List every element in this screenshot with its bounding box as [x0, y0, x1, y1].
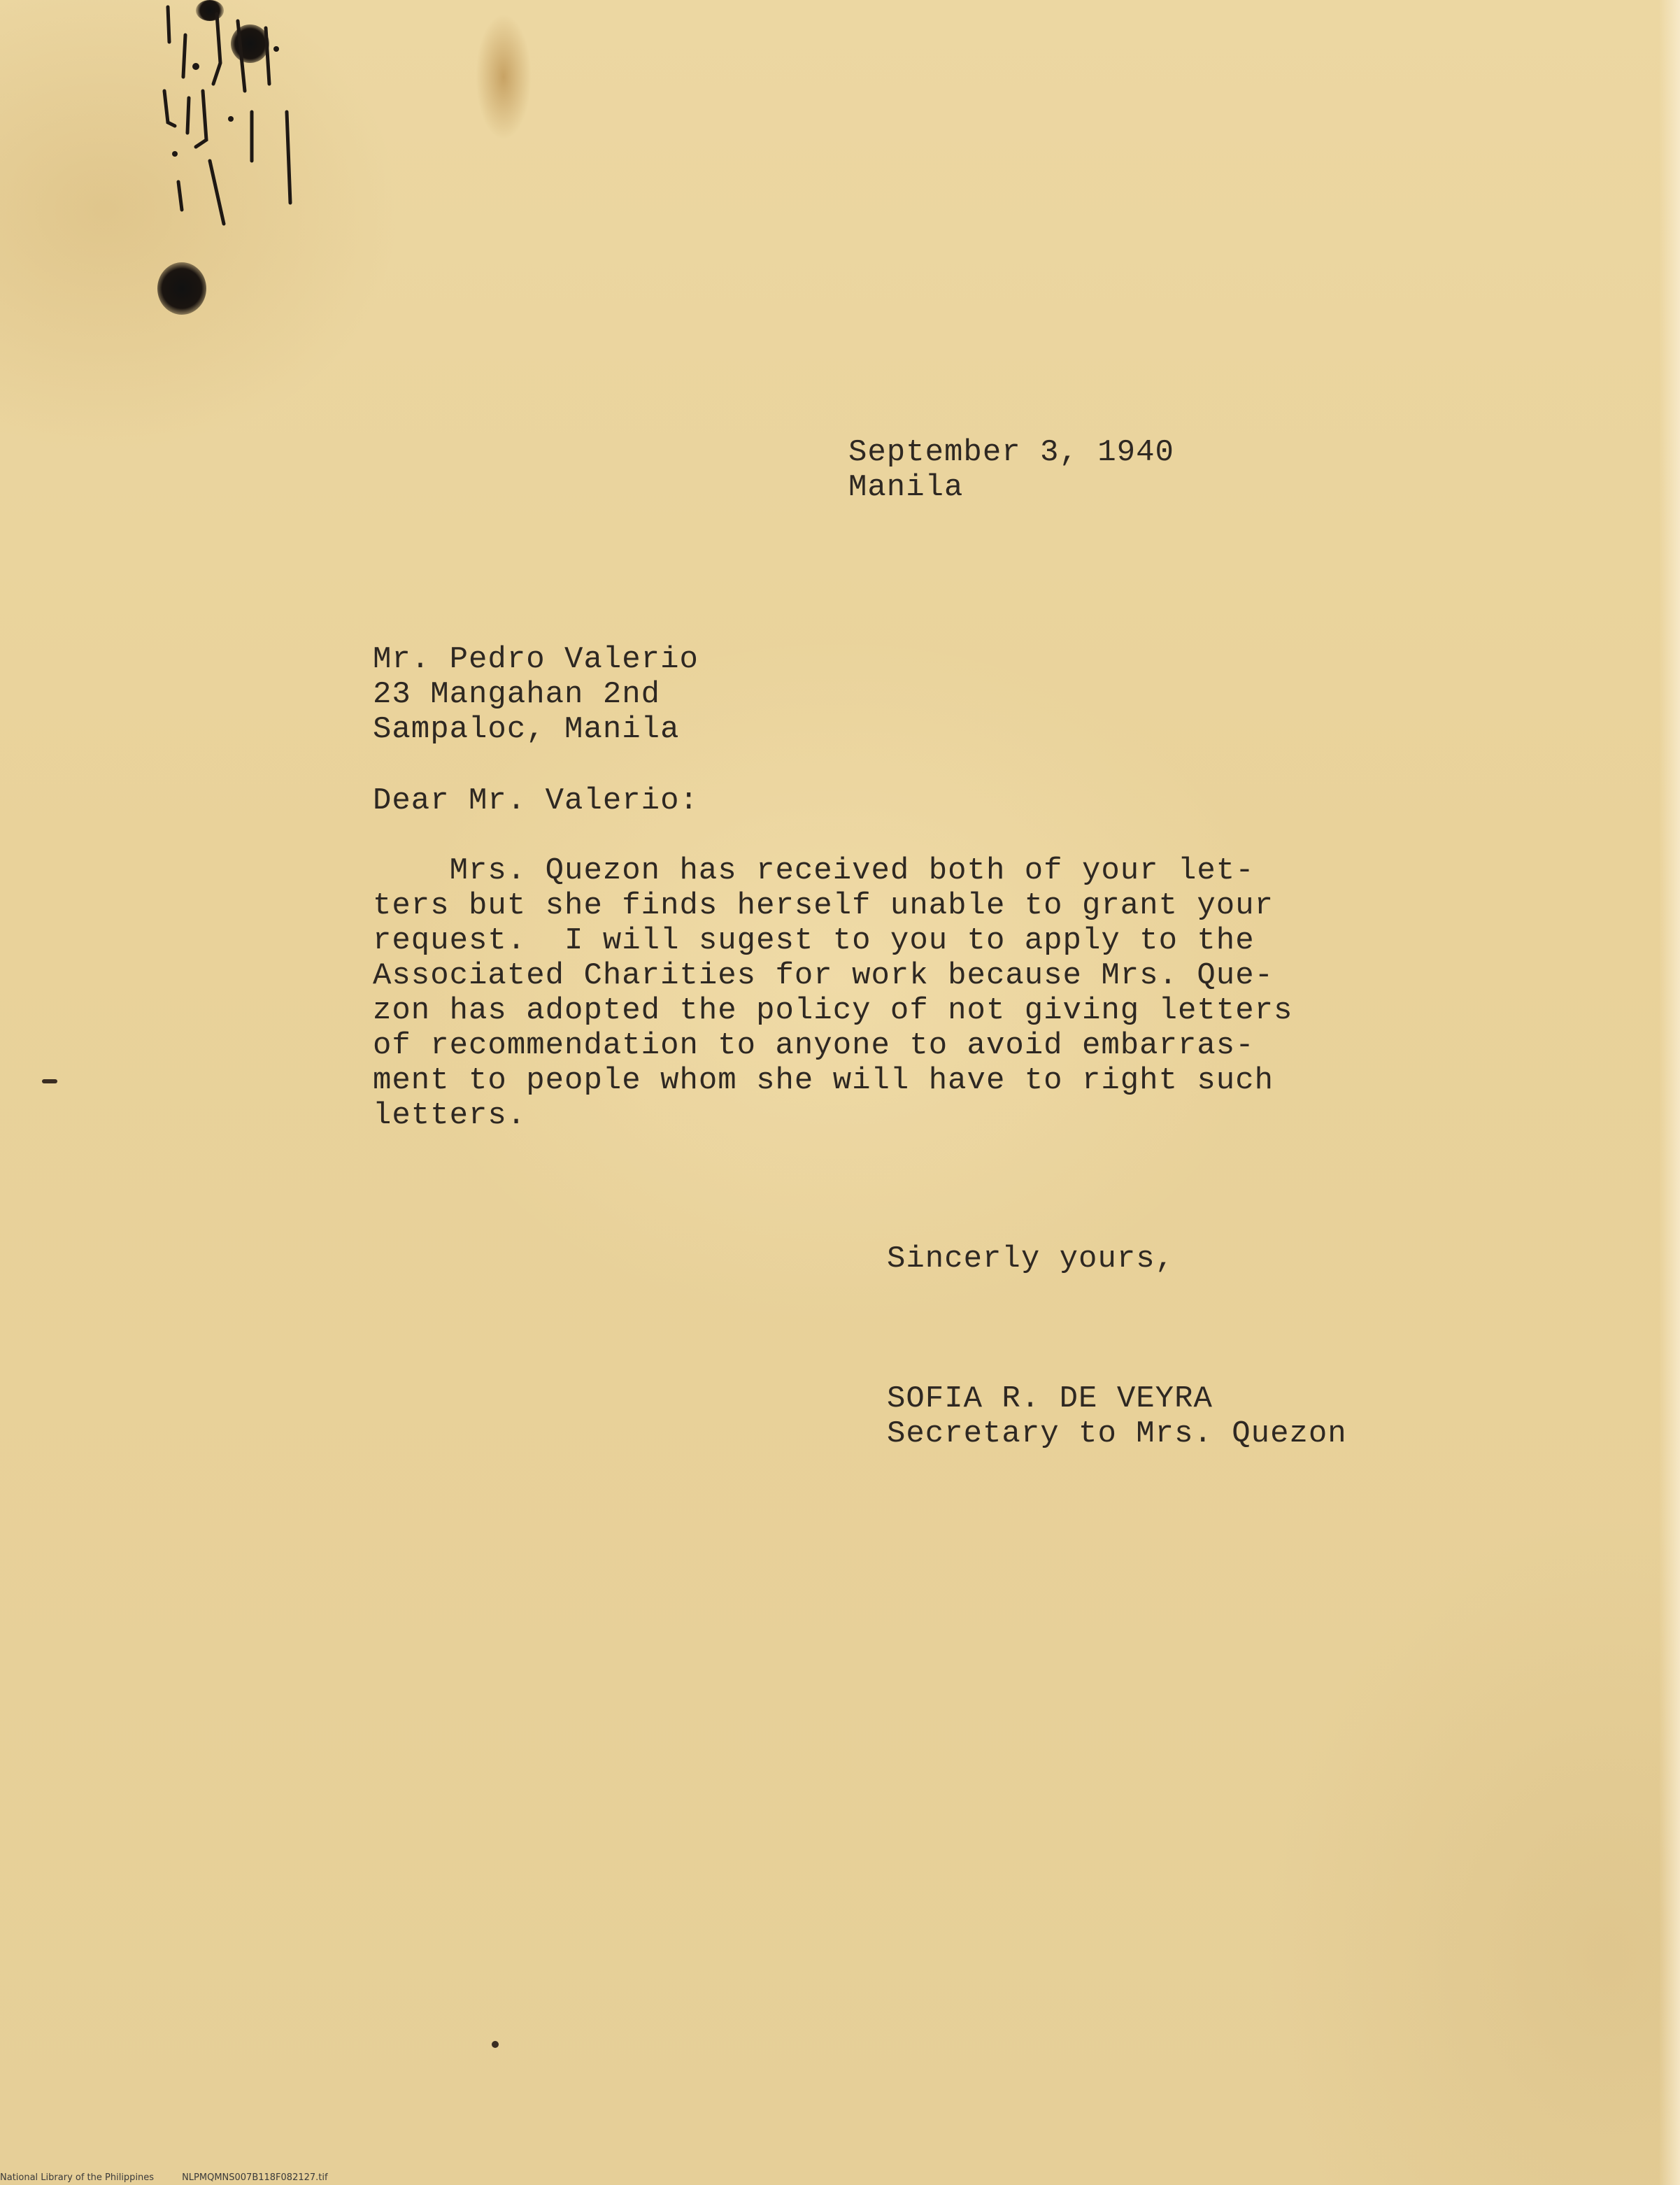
letter-body	[373, 853, 1293, 1133]
body-line: ment to people whom she will have to right such	[373, 1063, 1274, 1098]
body-line: zon has adopted the policy of not giving letters	[373, 993, 1293, 1028]
date-block	[848, 435, 1174, 505]
date-line: September 3, 1940	[848, 435, 1174, 470]
stain-mark	[476, 14, 532, 140]
archive-footer	[0, 2172, 356, 2183]
archive-institution: National Library of the Philippines	[0, 2172, 155, 2183]
recipient-name: Mr. Pedro Valerio	[373, 642, 699, 677]
ink-dot	[492, 2041, 499, 2048]
body-line: Mrs. Quezon has received both of your let-	[373, 853, 1255, 888]
paper-edge	[1659, 0, 1680, 2185]
signer-name: SOFIA R. DE VEYRA	[887, 1381, 1213, 1416]
recipient-street: 23 Mangahan 2nd	[373, 677, 661, 712]
signer-title: Secretary to Mrs. Quezon	[887, 1416, 1347, 1451]
salutation: Dear Mr. Valerio:	[373, 783, 699, 818]
closing: Sincerly yours,	[887, 1241, 1175, 1276]
body-line: of recommendation to anyone to avoid embarras-	[373, 1028, 1255, 1063]
ink-dot	[42, 1079, 57, 1083]
archive-filename: NLPMQMNS007B118F082127.tif	[182, 2172, 328, 2183]
body-line: Associated Charities for work because Mrs. Que-	[373, 958, 1274, 993]
place-line: Manila	[848, 470, 964, 505]
recipient-address	[373, 642, 699, 747]
ink-scribble-mark	[147, 0, 322, 238]
body-line: request. I will sugest to you to apply to the	[373, 923, 1255, 958]
body-line: letters.	[373, 1098, 527, 1133]
signature-block	[887, 1381, 1347, 1451]
body-line: ters but she finds herself unable to grant your	[373, 888, 1274, 923]
recipient-city: Sampaloc, Manila	[373, 712, 680, 747]
punch-hole	[157, 262, 206, 315]
